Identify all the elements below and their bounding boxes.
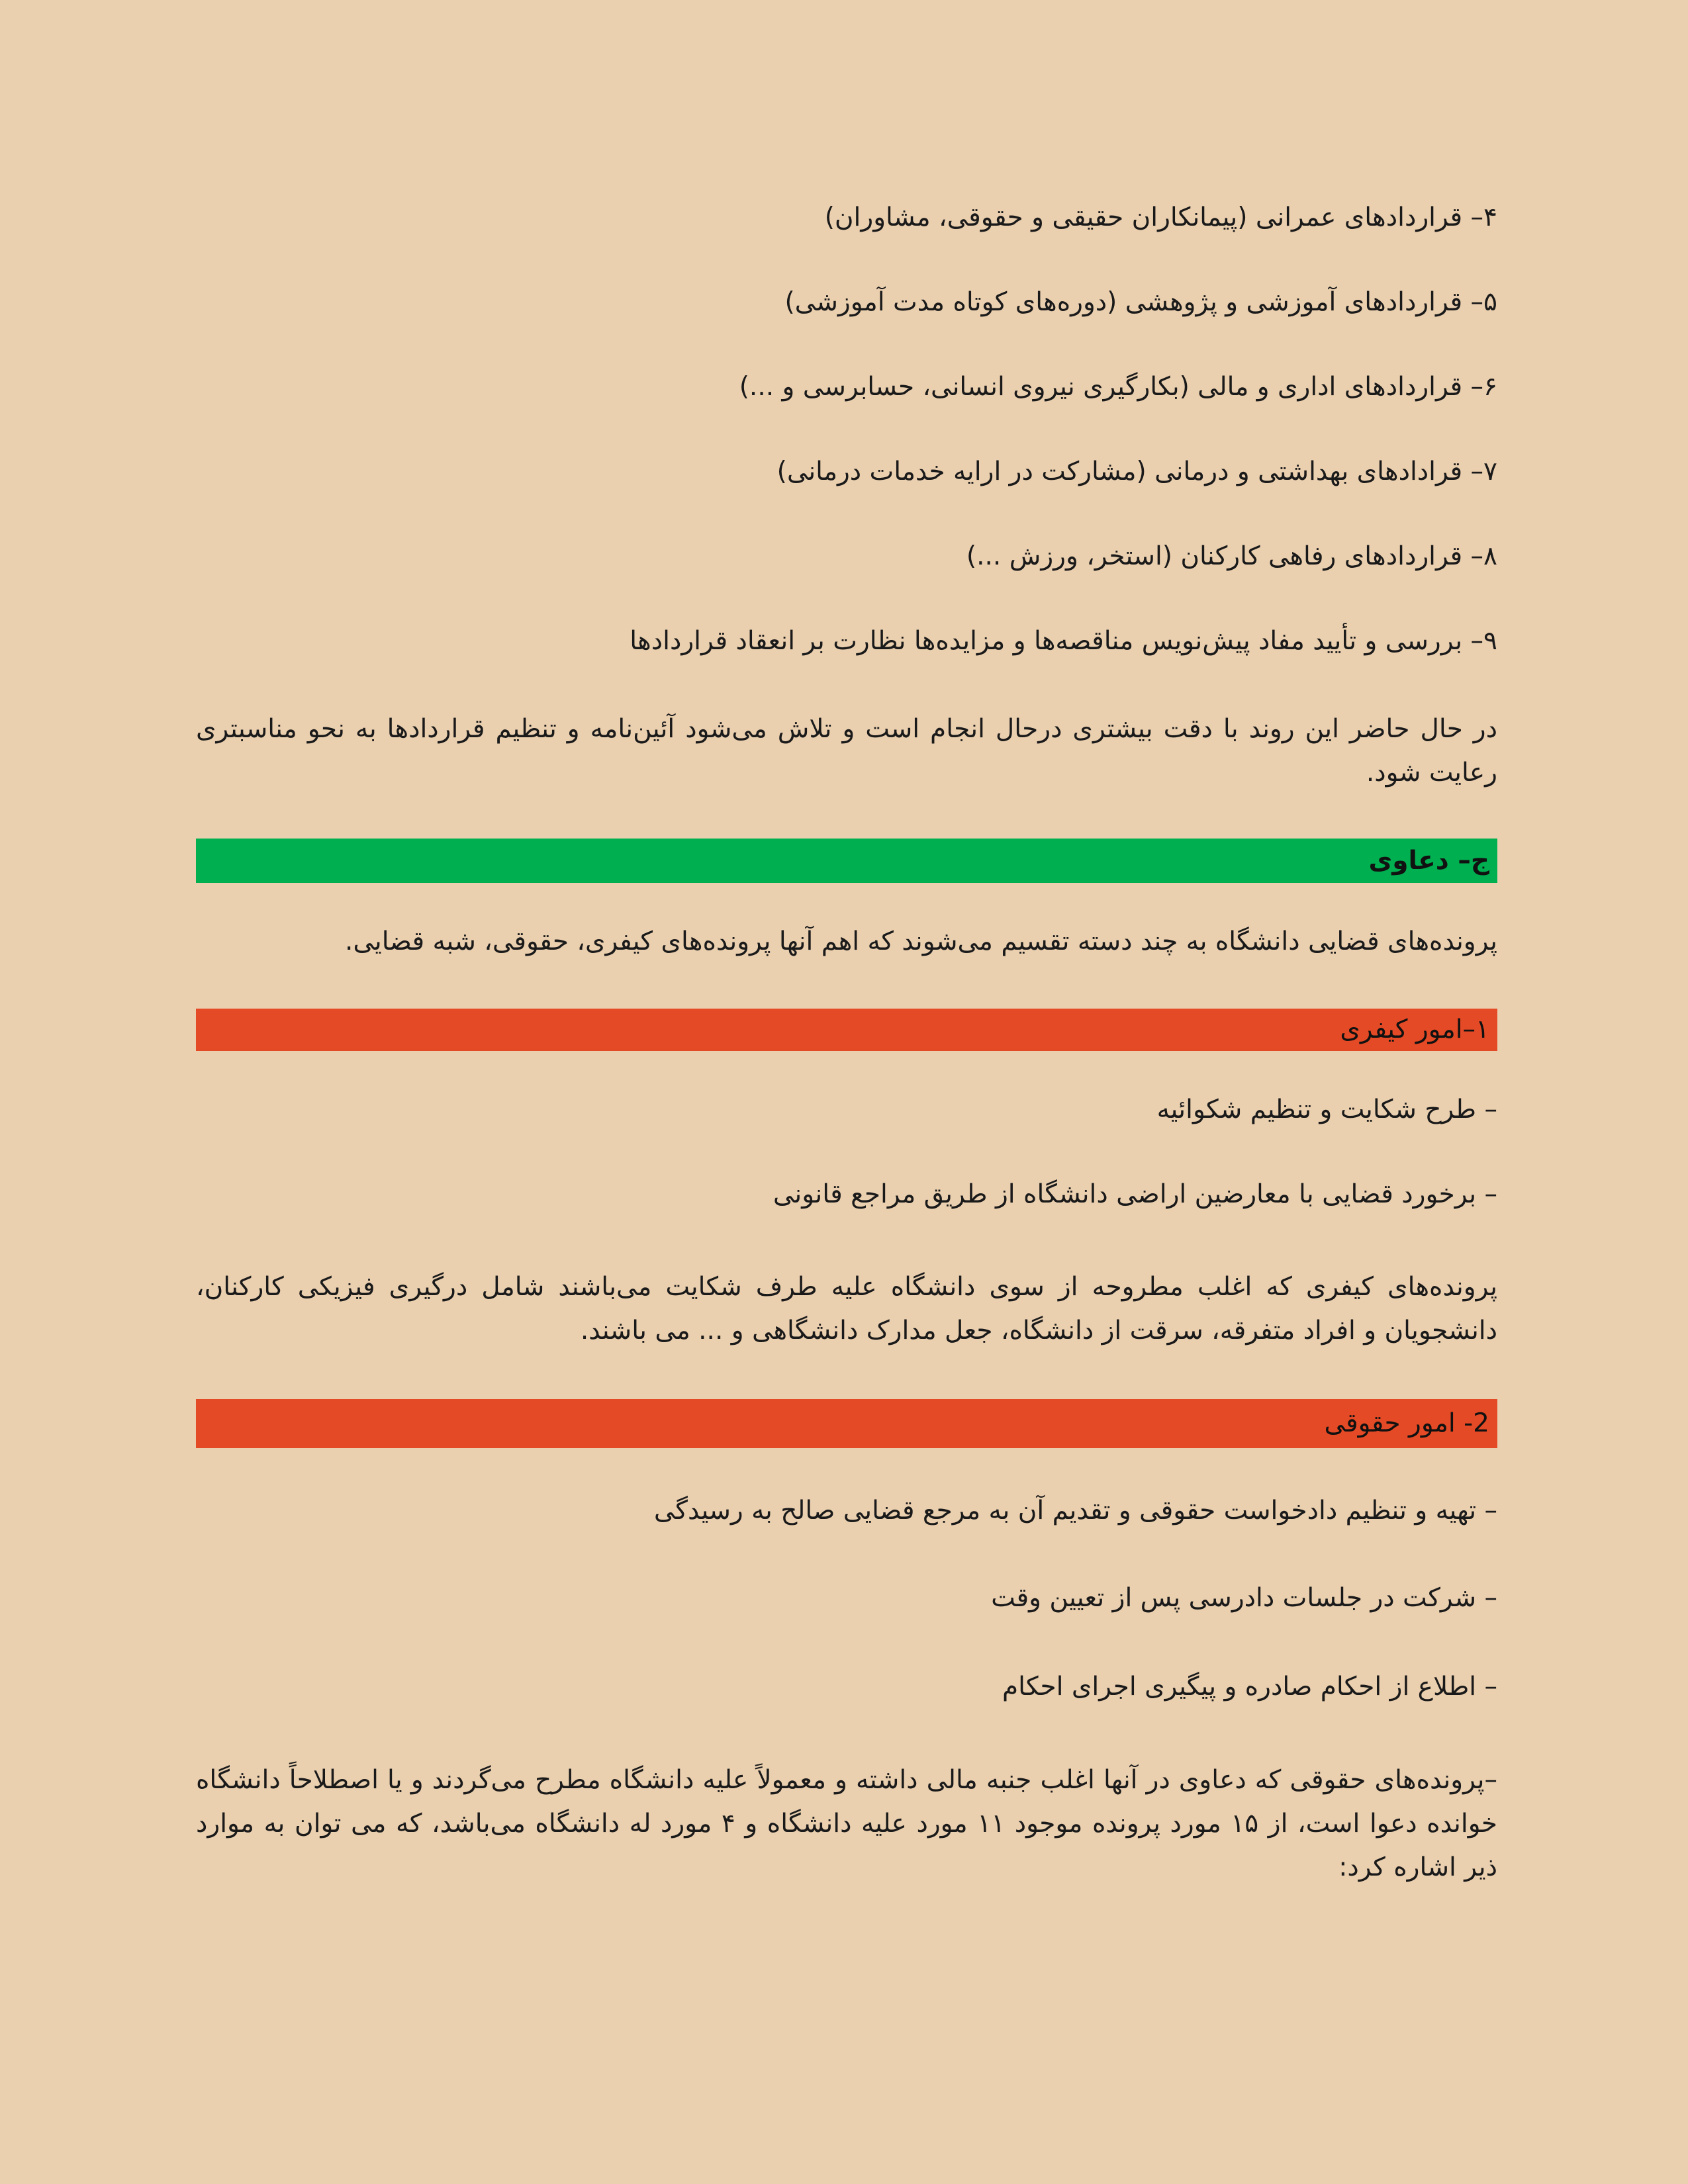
- subsection-heading-criminal-text: ۱–امور کیفری: [1340, 1015, 1489, 1044]
- document-page: [196, 0, 1497, 2184]
- contract-item-8: ۸– قراردادهای رفاهی کارکنان (استخر، ورزش ...): [966, 541, 1497, 571]
- criminal-item: – برخورد قضایی با معارضین اراضی دانشگاه از طریق مراجع قانونی: [773, 1179, 1497, 1209]
- contract-item-6: ۶– قراردادهای اداری و مالی (بکارگیری نیروی انسانی، حسابرسی و ...): [739, 372, 1497, 402]
- section-heading-claims-text: ج– دعاوی: [1368, 846, 1489, 876]
- contract-item-9: ۹– بررسی و تأیید مفاد پیش‌نویس مناقصه‌ها و مزایده‌ها نظارت بر انعقاد قراردادها: [630, 626, 1497, 656]
- claims-intro: پرونده‌های قضایی دانشگاه به چند دسته تقسیم می‌شوند که اهم آنها پرونده‌های کیفری، حقوقی، شبه قضایی.: [345, 927, 1497, 956]
- legal-item: – شرکت در جلسات دادرسی پس از تعیین وقت: [991, 1583, 1497, 1613]
- subsection-heading-legal: [196, 1399, 1497, 1448]
- contract-item-5: ۵– قراردادهای آموزشی و پژوهشی (دوره‌های کوتاه مدت آموزشی): [784, 287, 1497, 317]
- subsection-heading-legal-text: 2- امور حقوقی: [1324, 1408, 1489, 1438]
- legal-item: – اطلاع از احکام صادره و پیگیری اجرای احکام: [1002, 1672, 1497, 1702]
- contract-item-4: ۴– قراردادهای عمرانی (پیمانکاران حقیقی و حقوقی، مشاوران): [824, 203, 1497, 232]
- subsection-heading-criminal: [196, 1009, 1497, 1051]
- contracts-closing-paragraph: در حال حاضر این روند با دقت بیشتری درحال انجام است و تلاش می‌شود آئین‌نامه و تنظیم قراردادها به نحو مناسبتری رعایت شود.: [196, 714, 1497, 788]
- criminal-item: – طرح شکایت و تنظیم شکوائیه: [1156, 1095, 1497, 1124]
- section-heading-claims: [196, 839, 1497, 883]
- legal-paragraph: –پرونده‌های حقوقی که دعاوی در آنها اغلب جنبه مالی داشته و معمولاً علیه دانشگاه مطرح می‌گردند و یا اصطلاحاً دانشگاه خوانده دعوا است، از ۱۵ مورد پرونده موجود ۱۱ مورد علیه دانشگاه و ۴ مورد له دانشگاه می‌باشد، که می توان به موارد ذیر اشاره کرد:: [196, 1765, 1497, 1882]
- criminal-paragraph: پرونده‌های کیفری که اغلب مطروحه از سوی دانشگاه علیه طرف شکایت می‌باشند شامل درگیری فیزیکی کارکنان، دانشجویان و افراد متفرقه، سرقت از دانشگاه، جعل مدارک دانشگاهی و ... می باشند.: [196, 1272, 1497, 1345]
- legal-item: – تهیه و تنظیم دادخواست حقوقی و تقدیم آن به مرجع قضایی صالح به رسیدگی: [653, 1496, 1497, 1525]
- contract-item-7: ۷– قرادادهای بهداشتی و درمانی (مشارکت در ارایه خدمات درمانی): [776, 457, 1497, 486]
